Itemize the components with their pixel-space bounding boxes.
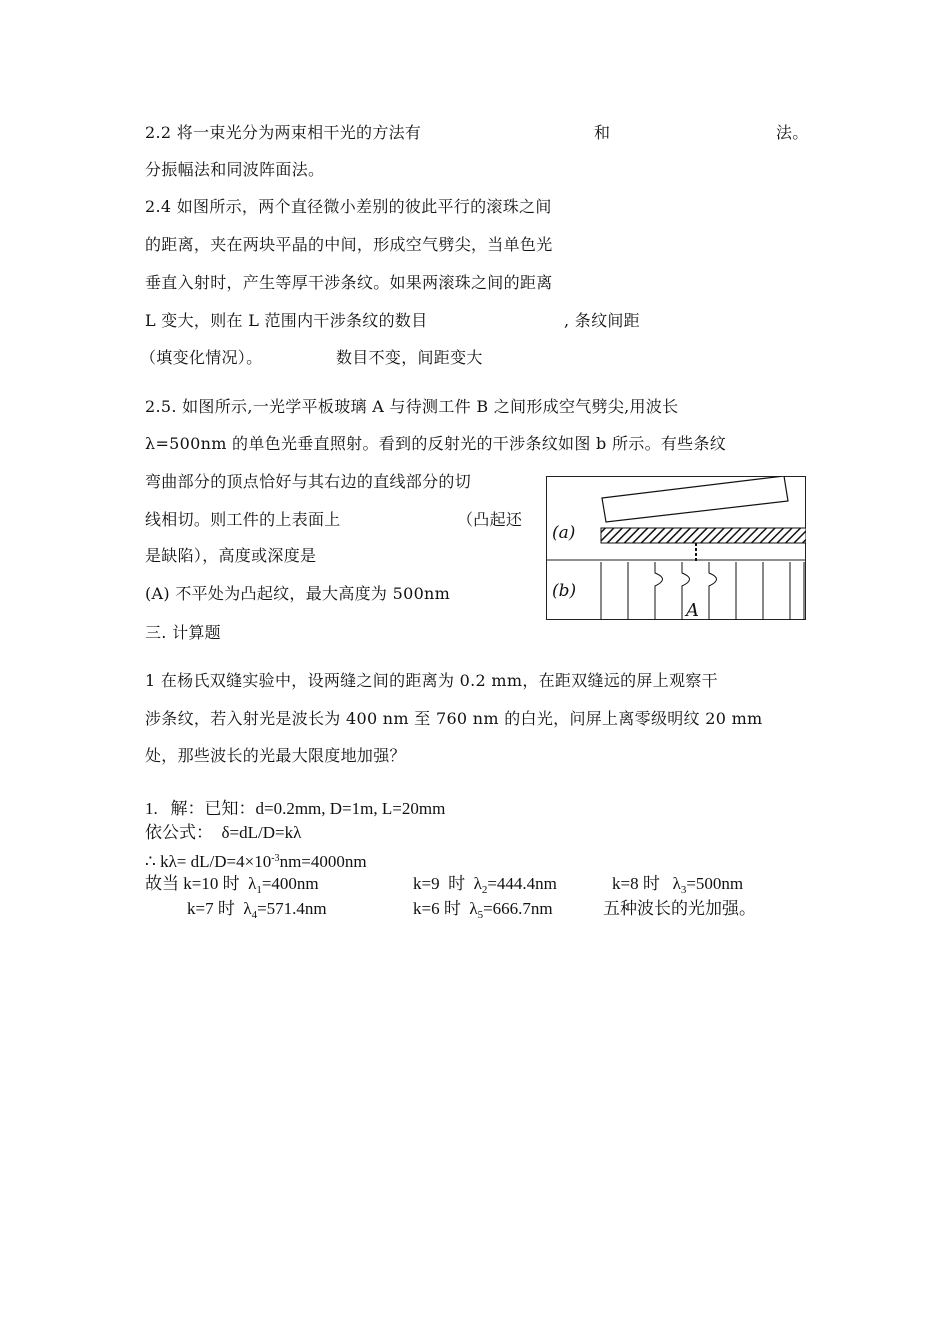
glass-plate-a <box>602 476 788 522</box>
q22-answer: 分振幅法和同波阵面法。 <box>145 160 325 179</box>
fig-label-a: (a) <box>552 523 576 543</box>
q22-line1-b: 和 <box>594 123 611 142</box>
fig-label-A: A <box>686 600 699 620</box>
q25-line5: 是缺陷），高度或深度是 <box>145 546 317 565</box>
q24-line4-a: L 变大，则在 L 范围内干涉条纹的数目 <box>145 311 428 330</box>
calc-q1-line3: 处，那些波长的光最大限度地加强？ <box>145 746 406 765</box>
solution-compute: ∴ $k\lambda= dL/D=4\times 10^{-3}nm=4000nm$ <box>145 852 367 871</box>
calc-q1-line2: 涉条纹，若入射光是波长为 400 nm 至 760 nm 的白光，问屏上离零级明纹 20 mm <box>145 709 763 728</box>
q24-line2: 的距离，夹在两块平晶的中间，形成空气劈尖，当单色光 <box>145 235 553 254</box>
q24-line4-b: , 条纹间距 <box>564 311 640 330</box>
q25-line4-a: 线相切。则工件的上表面上 <box>145 510 341 529</box>
q24-answer: 数目不变，间距变大 <box>336 348 483 367</box>
q25-line2: λ=500nm 的单色光垂直照射。看到的反射光的干涉条纹如图 b 所示。有些条纹 <box>145 434 727 453</box>
q24-line3: 垂直入射时，产生等厚干涉条纹。如果两滚珠之间的距离 <box>145 273 553 292</box>
q25-option-a: (A) 不平处为凸起纹，最大高度为 500nm <box>145 584 451 603</box>
interference-fringes <box>601 562 804 620</box>
q25-line3: 弯曲部分的顶点恰好与其右边的直线部分的切 <box>145 472 472 491</box>
wedge-interference-figure <box>546 476 806 620</box>
result-k8: k=8 时 $\lambda_3=500nm$ <box>612 874 744 896</box>
q24-line5-a: （填变化情况）。 <box>140 348 263 367</box>
calc-q1-line1: 1 在杨氏双缝实验中，设两缝之间的距离为 0.2 mm，在距双缝远的屏上观察干 <box>145 671 718 690</box>
solution-given: 1. 解：已知：d=0.2mm, D=1m, L=20mm <box>145 799 446 818</box>
result-k9: k=9 时 $\lambda_2=444.4nm$ <box>413 874 557 896</box>
section-title: 三. 计算题 <box>145 623 221 642</box>
result-k7: k=7 时 $\lambda_4=571.4nm$ <box>187 899 327 921</box>
result-k10: 故当 k=10 时 $\lambda_1=400nm$ <box>145 874 319 896</box>
q22-line1-c: 法。 <box>776 123 809 142</box>
solution-formula: 依公式： δ=dL/D=kλ <box>145 823 302 842</box>
q22-line1-a: 2.2 将一束光分为两束相干光的方法有 <box>145 123 422 142</box>
q25-line4-b: （凸起还 <box>457 510 523 529</box>
q24-line1: 2.4 如图所示，两个直径微小差别的彼此平行的滚珠之间 <box>145 197 552 216</box>
result-conclusion: 五种波长的光加强。 <box>603 899 756 918</box>
fig-label-b: (b) <box>552 581 577 601</box>
workpiece-b <box>601 528 806 543</box>
q25-line1: 2.5. 如图所示,一光学平板玻璃 A 与待测工件 B 之间形成空气劈尖,用波长 <box>145 397 679 416</box>
result-k6: k=6 时 $\lambda_5=666.7nm$ <box>413 899 553 921</box>
